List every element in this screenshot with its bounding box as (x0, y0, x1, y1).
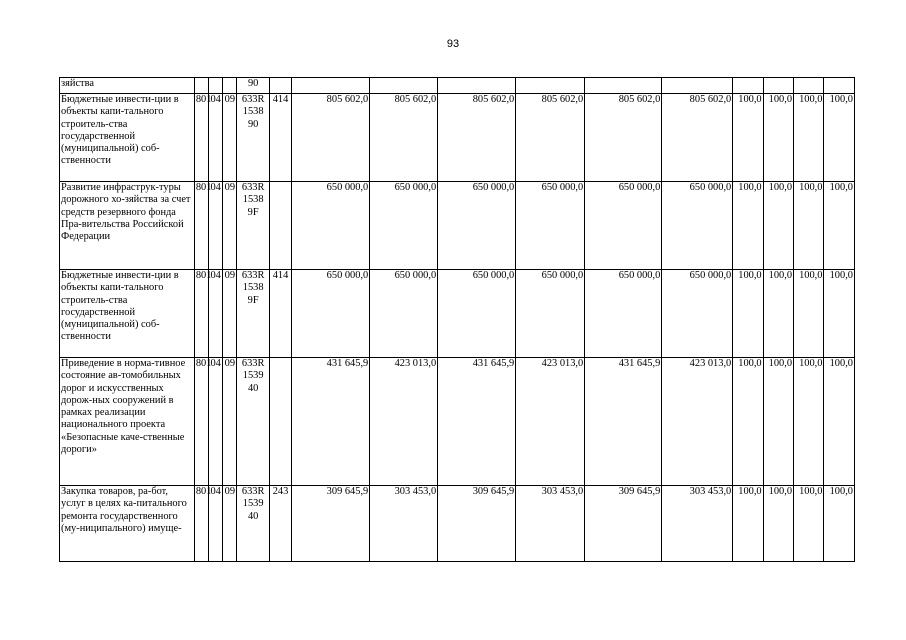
amount-cell: 650 000,0 (292, 270, 370, 358)
percent-cell: 100,0 (763, 358, 793, 486)
percent-cell (794, 78, 824, 94)
amount-cell: 805 602,0 (370, 94, 438, 182)
table-row (60, 78, 855, 94)
amount-cell: 805 602,0 (438, 94, 516, 182)
percent-cell: 100,0 (794, 270, 824, 358)
percent-cell: 100,0 (824, 182, 855, 270)
table-row (60, 94, 855, 182)
amount-cell: 423 013,0 (662, 358, 733, 486)
amount-cell: 650 000,0 (370, 182, 438, 270)
amount-cell: 805 602,0 (585, 94, 662, 182)
page-number: 93 (446, 38, 460, 50)
admin-code-cell: 801 (194, 94, 208, 182)
amount-cell: 423 013,0 (370, 358, 438, 486)
expense-type-cell: 243 (269, 486, 291, 562)
percent-cell: 100,0 (763, 486, 793, 562)
amount-cell: 650 000,0 (585, 270, 662, 358)
table-row (60, 358, 855, 486)
percent-cell: 100,0 (824, 94, 855, 182)
percent-cell: 100,0 (733, 486, 763, 562)
percent-cell: 100,0 (794, 486, 824, 562)
section-code-cell (209, 78, 223, 94)
percent-cell: 100,0 (763, 270, 793, 358)
expense-type-cell: 414 (269, 270, 291, 358)
percent-cell: 100,0 (794, 358, 824, 486)
row-name-cell: Приведение в норма-тивное состояние ав-томобильных дорог и искусственных дорож-ных сооружений в рамках реализации национального проекта «Безопасные каче-ственные дороги» (60, 358, 195, 486)
admin-code-cell: 801 (194, 270, 208, 358)
subsection-code-cell: 09 (223, 270, 237, 358)
amount-cell: 805 602,0 (516, 94, 585, 182)
percent-cell: 100,0 (733, 94, 763, 182)
amount-cell: 650 000,0 (662, 182, 733, 270)
amount-cell: 309 645,9 (292, 486, 370, 562)
section-code-cell: 04 (209, 182, 223, 270)
amount-cell: 805 602,0 (662, 94, 733, 182)
row-name-cell: Закупка товаров, ра-бот, услуг в целях ка-питального ремонта государственного (му-ниципального) имуще- (60, 486, 195, 562)
row-name-cell: Бюджетные инвести-ции в объекты капи-тального строитель-ства государственной (муниципальной) соб-ственности (60, 270, 195, 358)
subsection-code-cell: 09 (223, 486, 237, 562)
admin-code-cell: 801 (194, 358, 208, 486)
amount-cell: 650 000,0 (585, 182, 662, 270)
table-row (60, 182, 855, 270)
amount-cell: 650 000,0 (370, 270, 438, 358)
percent-cell (824, 78, 855, 94)
amount-cell: 303 453,0 (516, 486, 585, 562)
percent-cell: 100,0 (733, 270, 763, 358)
amount-cell (585, 78, 662, 94)
percent-cell: 100,0 (733, 182, 763, 270)
percent-cell: 100,0 (824, 486, 855, 562)
amount-cell (438, 78, 516, 94)
amount-cell (662, 78, 733, 94)
admin-code-cell: 801 (194, 486, 208, 562)
section-code-cell: 04 (209, 94, 223, 182)
admin-code-cell (194, 78, 208, 94)
amount-cell: 431 645,9 (585, 358, 662, 486)
target-article-cell: 633R 1538 9F (237, 182, 269, 270)
target-article-cell: 633R 1539 40 (237, 486, 269, 562)
percent-cell: 100,0 (794, 182, 824, 270)
amount-cell: 650 000,0 (438, 270, 516, 358)
amount-cell (516, 78, 585, 94)
row-name-cell: зяйства (60, 78, 195, 94)
section-code-cell: 04 (209, 358, 223, 486)
amount-cell (370, 78, 438, 94)
amount-cell: 650 000,0 (516, 182, 585, 270)
section-code-cell: 04 (209, 486, 223, 562)
budget-table (59, 77, 855, 562)
target-article-cell: 633R 1538 9F (237, 270, 269, 358)
expense-type-cell (269, 182, 291, 270)
row-name-cell: Бюджетные инвести-ции в объекты капи-тального строитель-ства государственной (муниципальной) соб-ственности (60, 94, 195, 182)
amount-cell: 423 013,0 (516, 358, 585, 486)
percent-cell: 100,0 (763, 182, 793, 270)
subsection-code-cell (223, 78, 237, 94)
amount-cell: 650 000,0 (438, 182, 516, 270)
amount-cell: 650 000,0 (516, 270, 585, 358)
section-code-cell: 04 (209, 270, 223, 358)
amount-cell (292, 78, 370, 94)
percent-cell: 100,0 (824, 270, 855, 358)
target-article-cell: 90 (237, 78, 269, 94)
target-article-cell: 633R 1539 40 (237, 358, 269, 486)
percent-cell: 100,0 (733, 358, 763, 486)
percent-cell (763, 78, 793, 94)
percent-cell: 100,0 (824, 358, 855, 486)
amount-cell: 309 645,9 (438, 486, 516, 562)
expense-type-cell (269, 78, 291, 94)
amount-cell: 303 453,0 (370, 486, 438, 562)
amount-cell: 805 602,0 (292, 94, 370, 182)
admin-code-cell: 801 (194, 182, 208, 270)
amount-cell: 650 000,0 (662, 270, 733, 358)
table-row (60, 270, 855, 358)
expense-type-cell (269, 358, 291, 486)
subsection-code-cell: 09 (223, 358, 237, 486)
percent-cell: 100,0 (763, 94, 793, 182)
target-article-cell: 633R 1538 90 (237, 94, 269, 182)
expense-type-cell: 414 (269, 94, 291, 182)
amount-cell: 431 645,9 (292, 358, 370, 486)
percent-cell (733, 78, 763, 94)
row-name-cell: Развитие инфраструк-туры дорожного хо-зяйства за счет средств резервного фонда Пра-вительства Российской Федерации (60, 182, 195, 270)
subsection-code-cell: 09 (223, 94, 237, 182)
table-row (60, 486, 855, 562)
amount-cell: 650 000,0 (292, 182, 370, 270)
amount-cell: 303 453,0 (662, 486, 733, 562)
amount-cell: 431 645,9 (438, 358, 516, 486)
amount-cell: 309 645,9 (585, 486, 662, 562)
subsection-code-cell: 09 (223, 182, 237, 270)
percent-cell: 100,0 (794, 94, 824, 182)
